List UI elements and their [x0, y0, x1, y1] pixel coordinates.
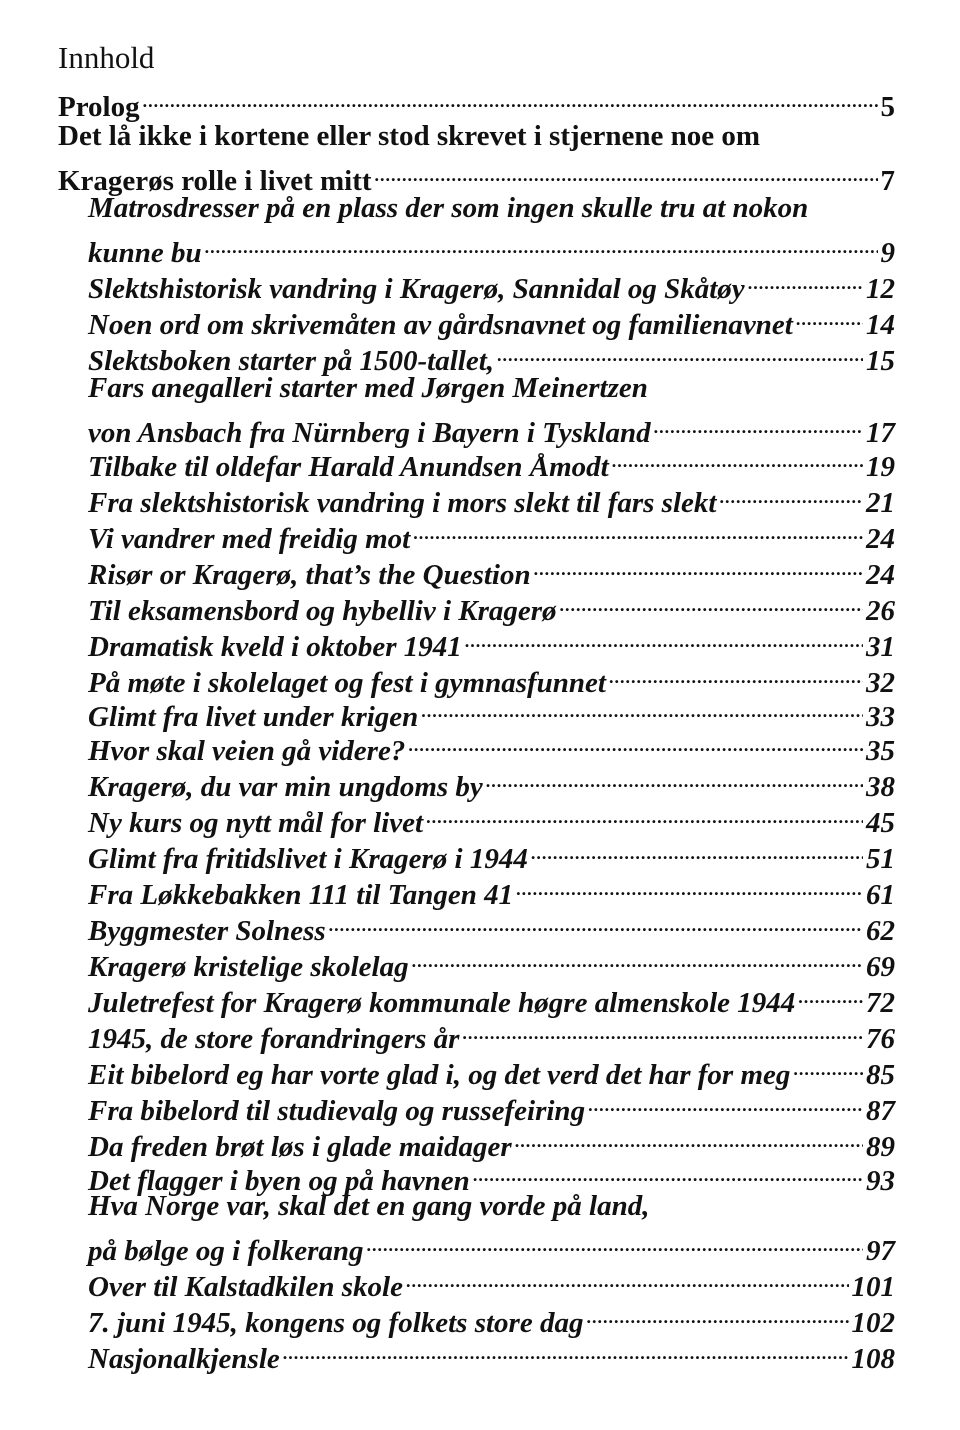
toc-page-number: 51: [866, 843, 895, 875]
toc-page-number: 14: [866, 309, 895, 341]
dot-leader: [796, 298, 863, 334]
dot-leader: [486, 760, 863, 796]
toc-page-number: 15: [866, 345, 895, 377]
toc-page-number: 85: [866, 1059, 895, 1091]
toc-page-number: 7: [880, 165, 895, 197]
dot-leader: [375, 154, 878, 190]
dot-leader: [473, 1154, 863, 1190]
toc-entry-title: Da freden brøt løs i glade maidager: [88, 1131, 512, 1163]
dot-leader: [586, 1296, 848, 1332]
dot-leader: [497, 334, 863, 370]
toc-entry-title: Kragerø kristelige skolelag: [88, 951, 409, 983]
dot-leader: [516, 868, 863, 904]
toc-page-number: 101: [851, 1271, 895, 1303]
dot-leader: [612, 440, 863, 476]
toc-page-number: 87: [866, 1095, 895, 1127]
toc-entry-title: Byggmester Solness: [88, 915, 326, 947]
toc-entry-title: Prolog: [58, 91, 140, 123]
toc-entry-title: Det flagger i byen og på havnen: [88, 1165, 470, 1197]
toc-entry-title: Vi vandrer med freidig mot: [88, 523, 411, 555]
toc-entry-title: Tilbake til oldefar Harald Anundsen Åmodt: [88, 451, 609, 483]
toc-page-number: 32: [866, 667, 895, 699]
toc-page-number: 35: [866, 735, 895, 767]
toc-entry-title: Fra bibelord til studievalg og russefeiring: [88, 1095, 586, 1127]
toc-page-number: 38: [866, 771, 895, 803]
toc-page-number: 19: [866, 451, 895, 483]
toc-entry-title: Risør or Kragerø, that’s the Question: [88, 559, 531, 591]
toc-page-number: 21: [866, 487, 895, 519]
toc-entry-title: Slektsboken starter på 1500-tallet,: [88, 345, 494, 377]
toc-entry-title: Noen ord om skrivemåten av gårdsnavnet og familienavnet: [88, 309, 793, 341]
toc-entry-title: På møte i skolelaget og fest i gymnasfunnet: [88, 667, 606, 699]
toc-page-number: 72: [866, 987, 895, 1019]
dot-leader: [412, 940, 863, 976]
dot-leader: [408, 724, 863, 760]
dot-leader: [588, 1084, 863, 1120]
toc-entry-title: Dramatisk kveld i oktober 1941: [88, 631, 462, 663]
toc-page-number: 108: [851, 1343, 895, 1375]
dot-leader: [748, 262, 863, 298]
dot-leader: [421, 690, 863, 726]
toc-page-number: 69: [866, 951, 895, 983]
dot-leader: [465, 620, 863, 656]
dot-leader: [205, 226, 878, 262]
toc-entry-title: Fra Løkkebakken 111 til Tangen 41: [88, 879, 514, 911]
dot-leader: [534, 548, 863, 584]
dot-leader: [406, 1260, 849, 1296]
dot-leader: [462, 1012, 863, 1048]
dot-leader: [143, 80, 878, 116]
toc-entry-title: Juletrefest for Kragerø kommunale høgre almenskole 1944: [88, 987, 796, 1019]
dot-leader: [654, 406, 863, 442]
dot-leader: [798, 976, 863, 1012]
toc-page-number: 97: [866, 1235, 895, 1267]
toc-page-number: 17: [866, 417, 895, 449]
toc-entry-title: 7. juni 1945, kongens og folkets store dag: [88, 1307, 584, 1339]
toc-entry-title: kunne bu: [88, 237, 202, 269]
toc-page-number: 62: [866, 915, 895, 947]
toc-page-number: 45: [866, 807, 895, 839]
toc-entry-title: Ny kurs og nytt mål for livet: [88, 807, 424, 839]
toc-entry-title: Glimt fra fritidslivet i Kragerø i 1944: [88, 843, 528, 875]
toc-page-number: 61: [866, 879, 895, 911]
toc-entry-title: på bølge og i folkerang: [88, 1235, 364, 1267]
dot-leader: [413, 512, 863, 548]
toc-entry-title: Matrosdresser på en plass der som ingen skulle tru at nokon: [88, 192, 809, 224]
toc-entry-title: Fra slektshistorisk vandring i mors slekt til fars slekt: [88, 487, 717, 519]
toc-entry-title: Hva Norge var, skal det en gang vorde på land,: [88, 1190, 650, 1222]
dot-leader: [609, 656, 863, 692]
dot-leader: [367, 1224, 864, 1260]
toc-page-number: 12: [866, 273, 895, 305]
toc-page-number: 93: [866, 1165, 895, 1197]
toc-page-number: 33: [866, 701, 895, 733]
toc-page-number: 24: [866, 559, 895, 591]
toc-entry-title: 1945, de store forandringers år: [88, 1023, 460, 1055]
dot-leader: [426, 796, 863, 832]
toc-entry-title: Over til Kalstadkilen skole: [88, 1271, 403, 1303]
dot-leader: [560, 584, 863, 620]
toc-entry-title: Slektshistorisk vandring i Kragerø, Sannidal og Skåtøy: [88, 273, 745, 305]
toc-page-number: 89: [866, 1131, 895, 1163]
toc-entry-title: von Ansbach fra Nürnberg i Bayern i Tyskland: [88, 417, 651, 449]
dot-leader: [793, 1048, 863, 1084]
toc-entry-title: Nasjonalkjensle: [88, 1343, 280, 1375]
toc-page-number: 26: [866, 595, 895, 627]
toc-page-number: 24: [866, 523, 895, 555]
toc-page-number: 9: [880, 237, 895, 269]
toc-entry-title: Det lå ikke i kortene eller stod skrevet i stjernene noe om: [58, 120, 761, 152]
toc-page-number: 76: [866, 1023, 895, 1055]
toc-page-number: 31: [866, 631, 895, 663]
dot-leader: [283, 1332, 849, 1368]
dot-leader: [329, 904, 863, 940]
dot-leader: [531, 832, 863, 868]
toc-entry-title: Hvor skal veien gå videre?: [88, 735, 406, 767]
toc-entry-title: Kragerøs rolle i livet mitt: [58, 165, 372, 197]
toc-entry-title: Fars anegalleri starter med Jørgen Meinertzen: [88, 372, 648, 404]
toc-heading: Innhold: [58, 40, 155, 75]
dot-leader: [719, 476, 863, 512]
toc-entry-title: Eit bibelord eg har vorte glad i, og det verd det har for meg: [88, 1059, 791, 1091]
toc-page-number: 5: [880, 91, 895, 123]
toc-entry-title: Til eksamensbord og hybelliv i Kragerø: [88, 595, 557, 627]
toc-entry-title: Glimt fra livet under krigen: [88, 701, 419, 733]
toc-entry-title: Kragerø, du var min ungdoms by: [88, 771, 483, 803]
toc-page-number: 102: [851, 1307, 895, 1339]
dot-leader: [515, 1120, 863, 1156]
